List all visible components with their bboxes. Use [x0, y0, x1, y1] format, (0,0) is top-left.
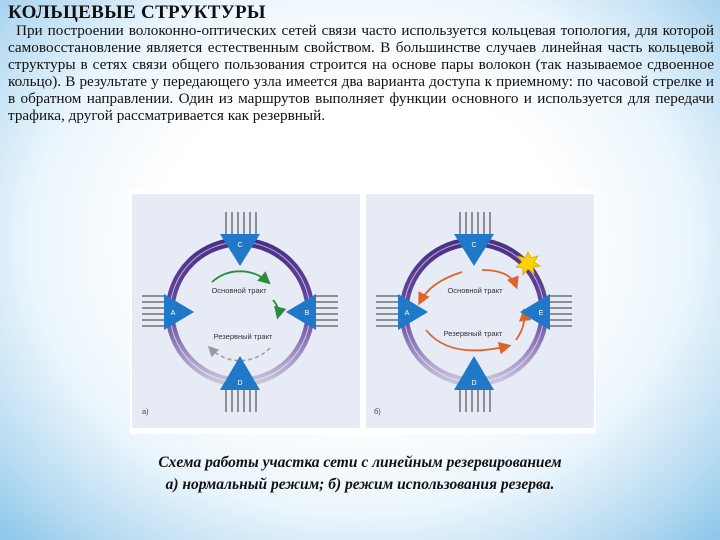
diagram-b-sublabel: б) — [374, 407, 381, 416]
caption-line-1: Схема работы участка сети с линейным резервированием — [158, 454, 562, 471]
diagram-a-backup-path-label: Резервный тракт — [213, 332, 273, 341]
page-title: КОЛЬЦЕВЫЕ СТРУКТУРЫ — [8, 2, 266, 23]
diagram-a-node-bottom-label: D — [237, 380, 243, 387]
diagram-b-node-bottom-label: D — [471, 380, 477, 387]
ring-diagram-svg — [130, 190, 596, 434]
diagram-a-main-path-label: Основной тракт — [211, 286, 267, 295]
diagram-a-node-left-label: A — [170, 310, 176, 317]
diagram-a-node-top-label: C — [237, 242, 243, 249]
figure-caption — [0, 452, 720, 496]
diagram-b-backup-path-label: Резервный тракт — [443, 329, 503, 338]
diagram-b-node-left-label: A — [404, 310, 410, 317]
diagram-b-node-top-label: C — [471, 242, 477, 249]
ring-diagram-figure — [130, 190, 596, 434]
diagram-b — [366, 194, 594, 428]
diagram-a-node-right-label: B — [304, 310, 310, 317]
caption-line-2: а) нормальный режим; б) режим использования резерва. — [165, 476, 555, 493]
body-paragraph: При построении волоконно-оптических сетей связи часто используется кольцевая топология, для которой самовосстановление является естественным свойством. В большинстве случаев линейная часть кольцевой структуры в сетях связи общего пользования строится на основе пары волокон (так называемое сдвоенное кольцо). В результате у передающего узла имеется два варианта доступа к приемному: по часовой стрелке и в обратном направлении. Один из маршрутов выполняет функции основного и используется для передачи трафика, другой рассматривается как резервный. — [8, 22, 714, 124]
diagram-a-sublabel: а) — [142, 407, 149, 416]
diagram-b-main-path-label: Основной тракт — [447, 286, 503, 295]
diagram-a — [132, 194, 360, 428]
diagram-b-node-right-label: E — [538, 310, 544, 317]
